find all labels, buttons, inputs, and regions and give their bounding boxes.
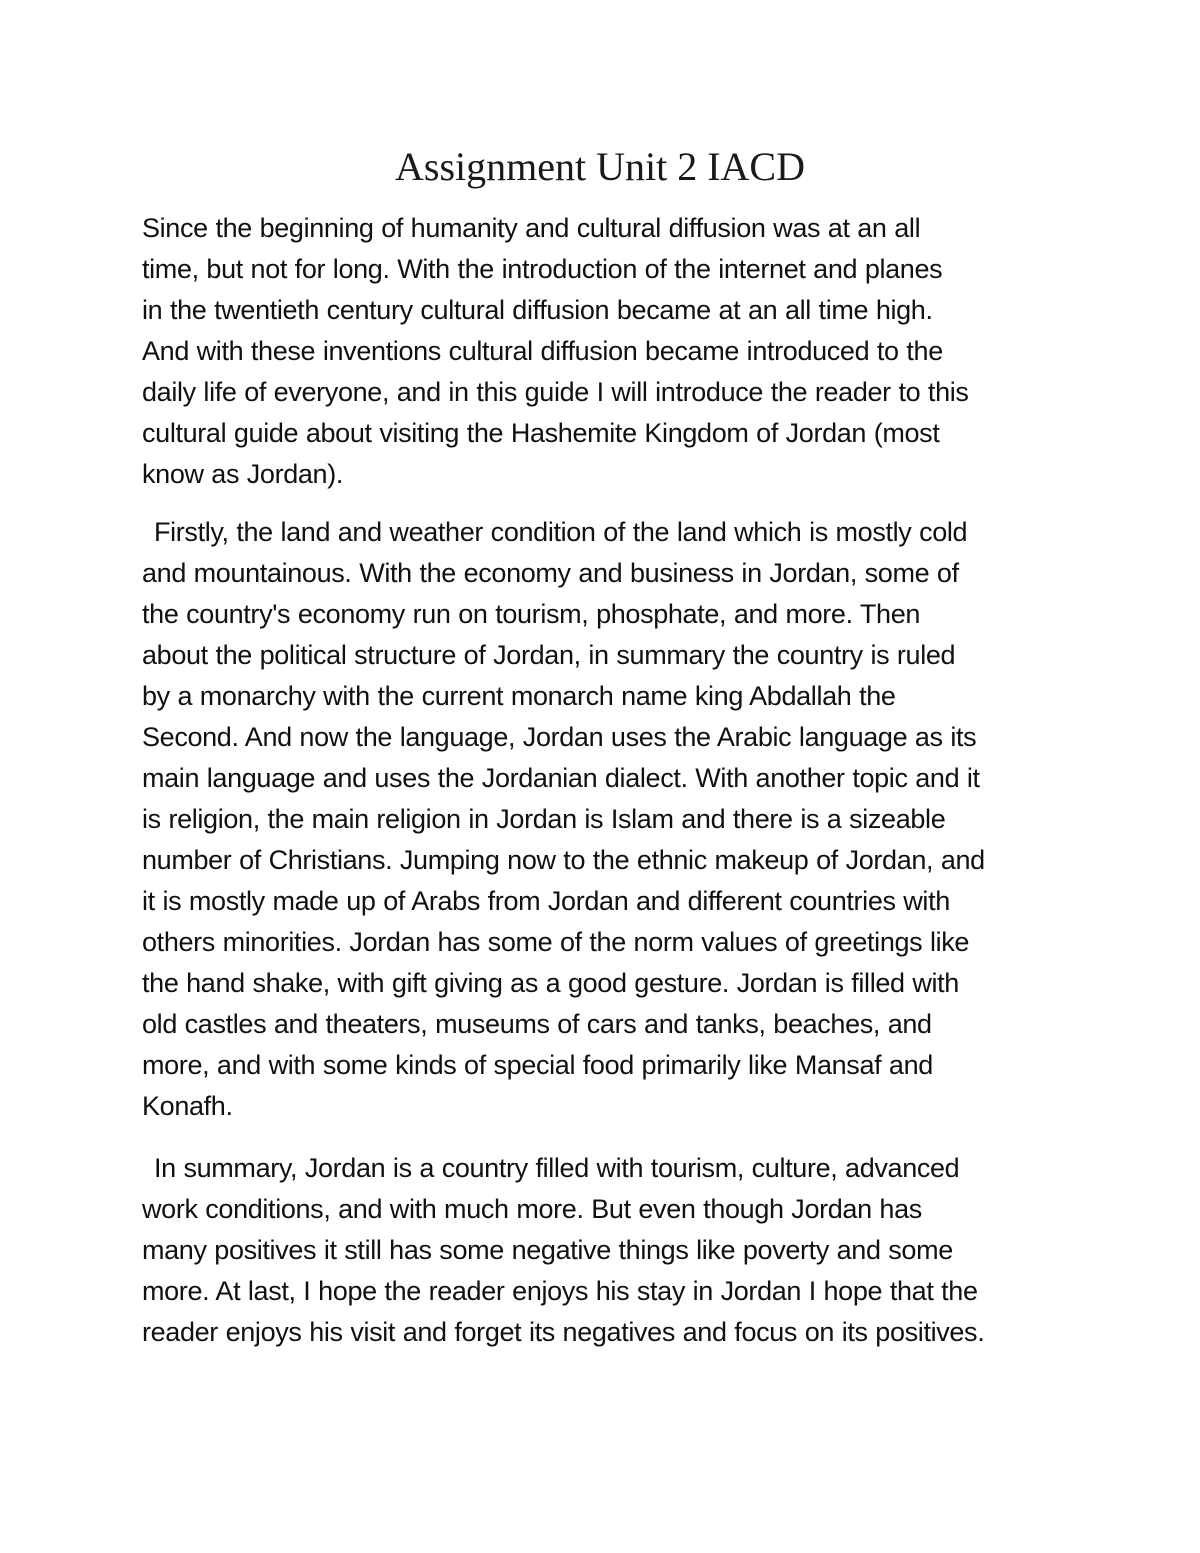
text-line: many positives it still has some negative things like poverty and some (142, 1235, 953, 1265)
text-line: time, but not for long. With the introduction of the internet and planes (142, 254, 943, 284)
text-line: In summary, Jordan is a country filled with tourism, culture, advanced (154, 1153, 960, 1183)
text-line: daily life of everyone, and in this guide I will introduce the reader to this (142, 377, 969, 407)
text-line: Konafh. (142, 1091, 233, 1121)
text-line: know as Jordan). (142, 459, 343, 489)
text-line: others minorities. Jordan has some of the norm values of greetings like (142, 927, 970, 957)
text-line: cultural guide about visiting the Hashemite Kingdom of Jordan (most (142, 418, 940, 448)
text-line: Firstly, the land and weather condition of the land which is mostly cold (154, 517, 968, 547)
text-line: Second. And now the language, Jordan uses the Arabic language as its (142, 722, 977, 752)
text-line: in the twentieth century cultural diffusion became at an all time high. (142, 295, 933, 325)
text-line: more, and with some kinds of special food primarily like Mansaf and (142, 1050, 933, 1080)
text-line: is religion, the main religion in Jordan is Islam and there is a sizeable (142, 804, 946, 834)
paragraph-summary (142, 1148, 1072, 1353)
text-line: more. At last, I hope the reader enjoys his stay in Jordan I hope that the (142, 1276, 978, 1306)
text-line: And with these inventions cultural diffusion became introduced to the (142, 336, 943, 366)
text-line: by a monarchy with the current monarch name king Abdallah the (142, 681, 896, 711)
text-line: Since the beginning of humanity and cultural diffusion was at an all (142, 213, 921, 243)
text-line: main language and uses the Jordanian dialect. With another topic and it (142, 763, 980, 793)
text-line: work conditions, and with much more. But even though Jordan has (142, 1194, 922, 1224)
text-line: the country's economy run on tourism, phosphate, and more. Then (142, 599, 921, 629)
text-line: about the political structure of Jordan, in summary the country is ruled (142, 640, 956, 670)
paragraph-body (142, 512, 1072, 1127)
text-line: it is mostly made up of Arabs from Jordan and different countries with (142, 886, 950, 916)
text-line: number of Christians. Jumping now to the ethnic makeup of Jordan, and (142, 845, 985, 875)
paragraph-intro (142, 208, 1072, 495)
text-line: and mountainous. With the economy and business in Jordan, some of (142, 558, 959, 588)
document-title: Assignment Unit 2 IACD (395, 144, 805, 189)
text-line: old castles and theaters, museums of cars and tanks, beaches, and (142, 1009, 932, 1039)
text-line: the hand shake, with gift giving as a good gesture. Jordan is filled with (142, 968, 959, 998)
text-line: reader enjoys his visit and forget its negatives and focus on its positives. (142, 1317, 985, 1347)
